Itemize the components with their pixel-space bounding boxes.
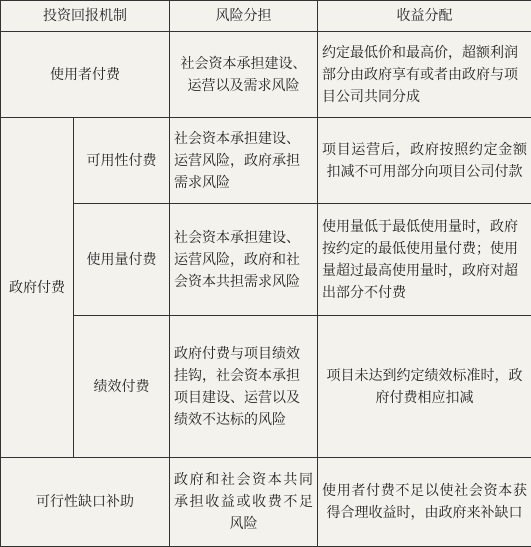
table-row: [1, 32, 531, 118]
header-risk: 风险分担: [170, 1, 318, 32]
mechanism-cell: 可行性缺口补助: [1, 458, 170, 547]
income-cell: 使用者付费不足以使社会资本获得合理收益时，由政府来补缺口: [318, 458, 531, 547]
mechanism-cell: 绩效付费: [74, 316, 170, 458]
group-cell: 政府付费: [1, 118, 74, 458]
mechanism-cell: 使用量付费: [74, 204, 170, 316]
table-row: [1, 118, 531, 204]
risk-cell: 社会资本承担建设、运营风险，政府承担需求风险: [170, 118, 318, 204]
table-row: [1, 316, 531, 458]
risk-cell: 社会资本承担建设、运营风险，政府和社会资本共担需求风险: [170, 204, 318, 316]
header-income: 收益分配: [318, 1, 531, 32]
mechanism-cell: 可用性付费: [74, 118, 170, 204]
table-row: [1, 204, 531, 316]
mechanism-cell: 使用者付费: [1, 32, 170, 118]
table-header-row: [1, 1, 531, 32]
risk-cell: 政府和社会资本共同承担收益或收费不足风险: [170, 458, 318, 547]
income-cell: 使用量低于最低使用量时，政府按约定的最低使用量付费；使用量超过最高使用量时，政府对超出部分不付费: [318, 204, 531, 316]
income-cell: 项目未达到约定绩效标准时，政府付费相应扣减: [318, 316, 531, 458]
header-mechanism: 投资回报机制: [1, 1, 170, 32]
risk-cell: 社会资本承担建设、运营以及需求风险: [170, 32, 318, 118]
table-row: [1, 458, 531, 547]
risk-cell: 政府付费与项目绩效挂钩，社会资本承担项目建设、运营以及绩效不达标的风险: [170, 316, 318, 458]
income-cell: 约定最低价和最高价，超额利润部分由政府享有或者由政府与项目公司共同分成: [318, 32, 531, 118]
income-cell: 项目运营后，政府按照约定金额扣减不可用部分向项目公司付款: [318, 118, 531, 204]
